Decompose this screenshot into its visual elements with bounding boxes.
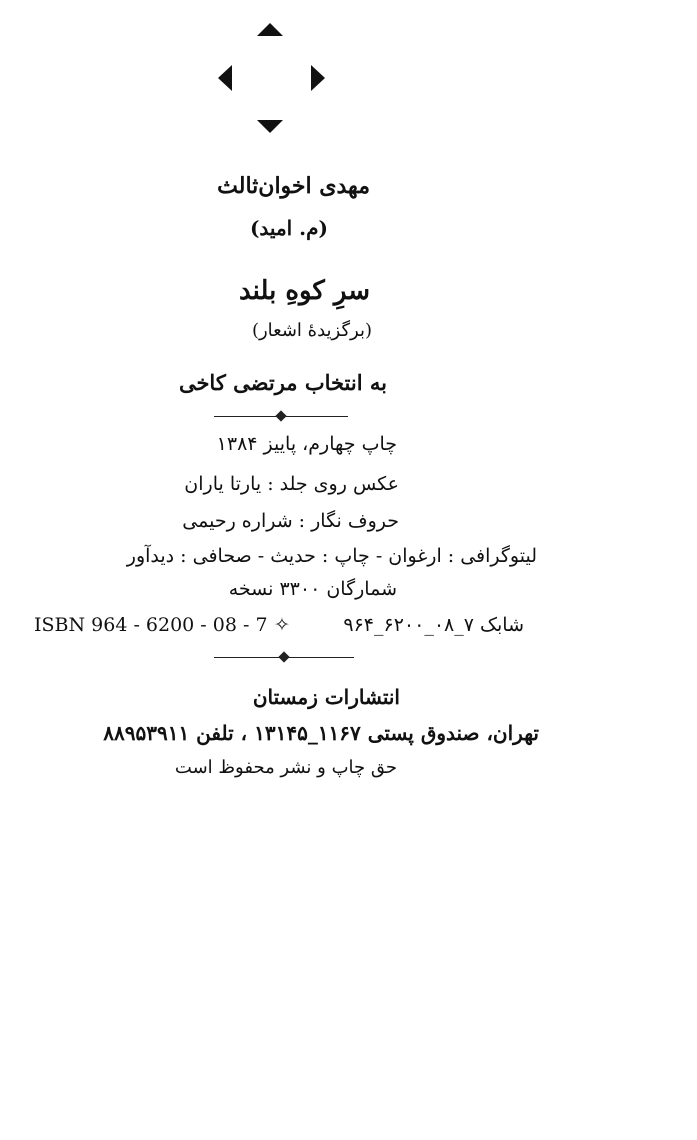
isbn-persian: شابک ۷_۰۸_۶۲۰۰_۹۶۴ — [343, 614, 524, 636]
rights-notice: حق چاپ و نشر محفوظ است — [174, 757, 397, 778]
typesetting-line: حروف نگار : شراره رحیمی — [182, 510, 399, 532]
triangle-right-icon — [311, 65, 325, 91]
selection-credit: به انتخاب مرتضی کاخی — [178, 370, 387, 395]
isbn-latin: ISBN 964 - 6200 - 08 - 7 — [34, 614, 268, 636]
book-subtitle: (برگزیدهٔ اشعار) — [251, 320, 372, 341]
author-pen-name: (م. امید) — [249, 216, 328, 240]
book-title: سرِ کوهِ بلند — [238, 276, 370, 306]
divider-bottom — [214, 652, 354, 664]
ornament — [215, 18, 325, 138]
publisher-name: انتشارات زمستان — [252, 685, 400, 709]
triangle-up-icon — [257, 23, 283, 36]
isbn-separator-icon: ✧ — [274, 614, 290, 636]
edition-line: چاپ چهارم، پاییز ۱۳۸۴ — [216, 433, 397, 455]
printing-line: لیتوگرافی : ارغوان - چاپ : حدیث - صحافی : دیدآور — [126, 545, 537, 567]
divider-top — [214, 411, 348, 423]
author-name: مهدی اخوان‌ثالث — [217, 173, 370, 199]
cover-photo-line: عکس روی جلد : یارتا یاران — [184, 473, 399, 495]
print-run-line: شمارگان ۳۳۰۰ نسخه — [228, 578, 397, 600]
isbn-line — [34, 614, 534, 642]
triangle-left-icon — [218, 65, 232, 91]
publisher-address: تهران، صندوق پستی ۱۱۶۷_۱۳۱۴۵ ، تلفن ۸۸۹۵۳۹۱۱ — [103, 721, 539, 745]
triangle-down-icon — [257, 120, 283, 133]
